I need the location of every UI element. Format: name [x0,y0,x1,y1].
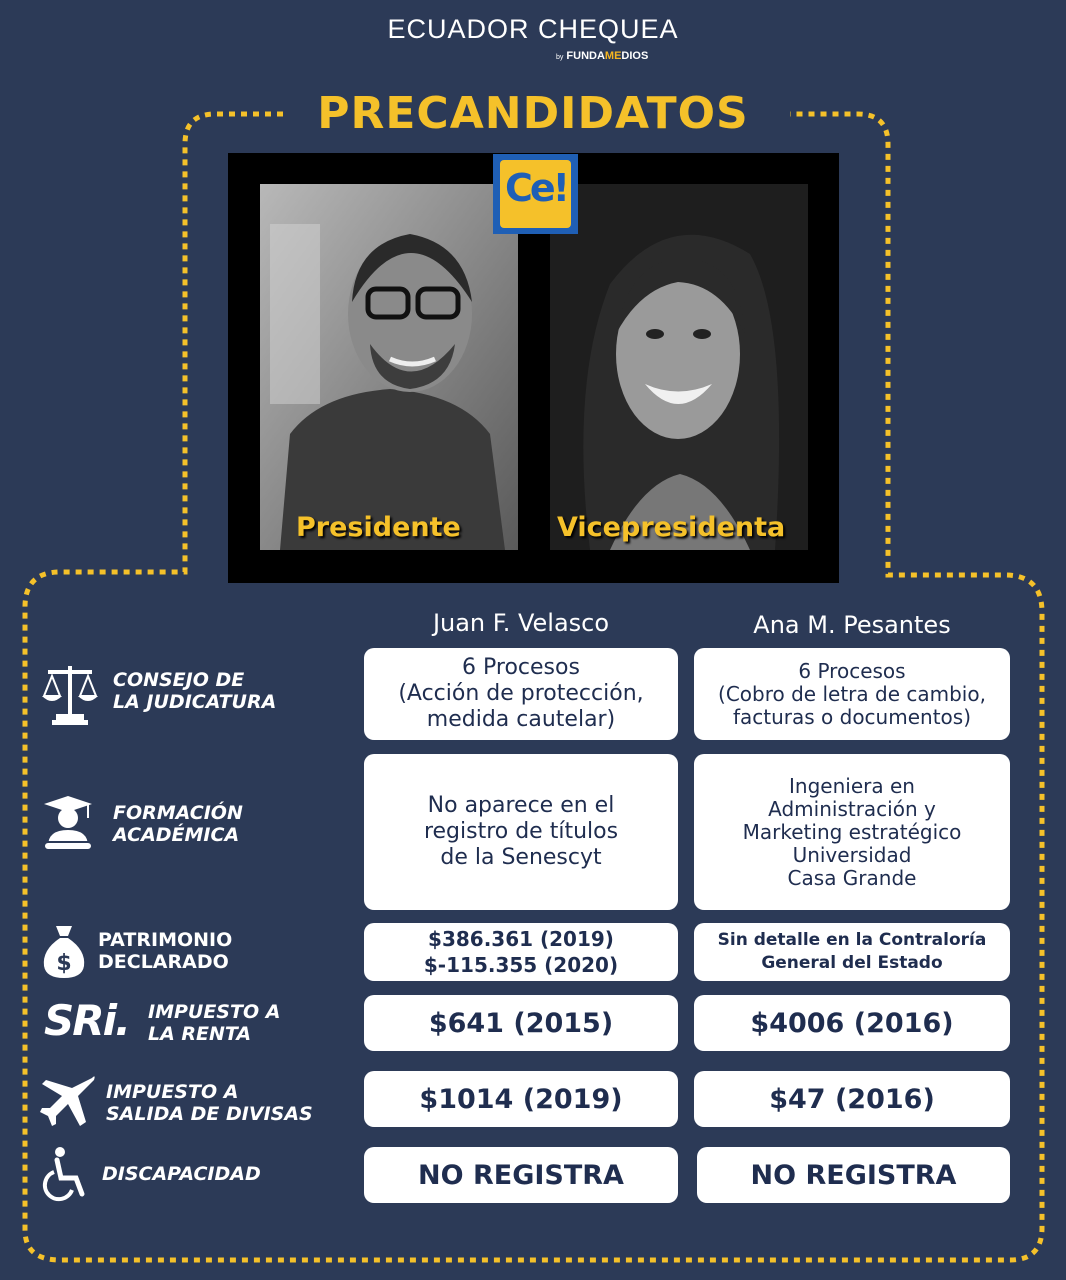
cell-ana-patrimonio: Sin detalle en la Contraloría General del Estado [694,923,1010,981]
cell-juan-renta: $641 (2015) [364,995,678,1051]
cell-ana-renta: $4006 (2016) [694,995,1010,1051]
graduate-icon [40,794,96,854]
cell-ana-divisas: $47 (2016) [694,1071,1010,1127]
cell-juan-formacion: No aparece en el registro de títulos de la Senescyt [364,754,678,910]
brand-sub-logo: by FUNDAMEDIOS [556,50,649,62]
label-vicepresidenta: Vicepresidenta [557,512,786,543]
sri-logo-icon: SRi. [44,996,129,1045]
cell-ana-formacion: Ingeniera en Administración y Marketing estratégico Universidad Casa Grande [694,754,1010,910]
column-header-ana: Ana M. Pesantes [753,611,951,639]
row-label-patrimonio: PATRIMONIO DECLARADO [98,929,233,973]
row-label-divisas: IMPUESTO A SALIDA DE DIVISAS [106,1081,313,1125]
row-label-judicatura: CONSEJO DE LA JUDICATURA [113,669,277,713]
photo-president [260,184,518,550]
row-label-discapacidad: DISCAPACIDAD [102,1163,261,1185]
cell-juan-judicatura: 6 Procesos (Acción de protección, medida cautelar) [364,648,678,740]
column-header-juan: Juan F. Velasco [432,609,610,637]
money-bag-icon [40,924,88,978]
photo-vice-president [550,184,808,550]
cell-ana-discapacidad: NO REGISTRA [697,1147,1010,1203]
svg-text:$: $ [56,951,72,976]
cell-juan-divisas: $1014 (2019) [364,1071,678,1127]
cell-ana-judicatura: 6 Procesos (Cobro de letra de cambio, facturas o documentos) [694,648,1010,740]
wheelchair-icon [42,1146,94,1202]
scales-icon [42,660,98,726]
cell-juan-patrimonio: $386.361 (2019) $-115.355 (2020) [364,923,678,981]
page-title: PRECANDIDATOS [317,88,749,139]
brand-logo: ECUADOR CHEQUEA [387,14,679,44]
label-presidente: Presidente [296,512,461,543]
airplane-icon [40,1074,96,1130]
row-label-renta: IMPUESTO A LA RENTA [148,1001,281,1045]
ce-logo: Ce! [493,154,578,234]
cell-juan-discapacidad: NO REGISTRA [364,1147,678,1203]
row-label-formacion: FORMACIÓN ACADÉMICA [113,802,243,846]
